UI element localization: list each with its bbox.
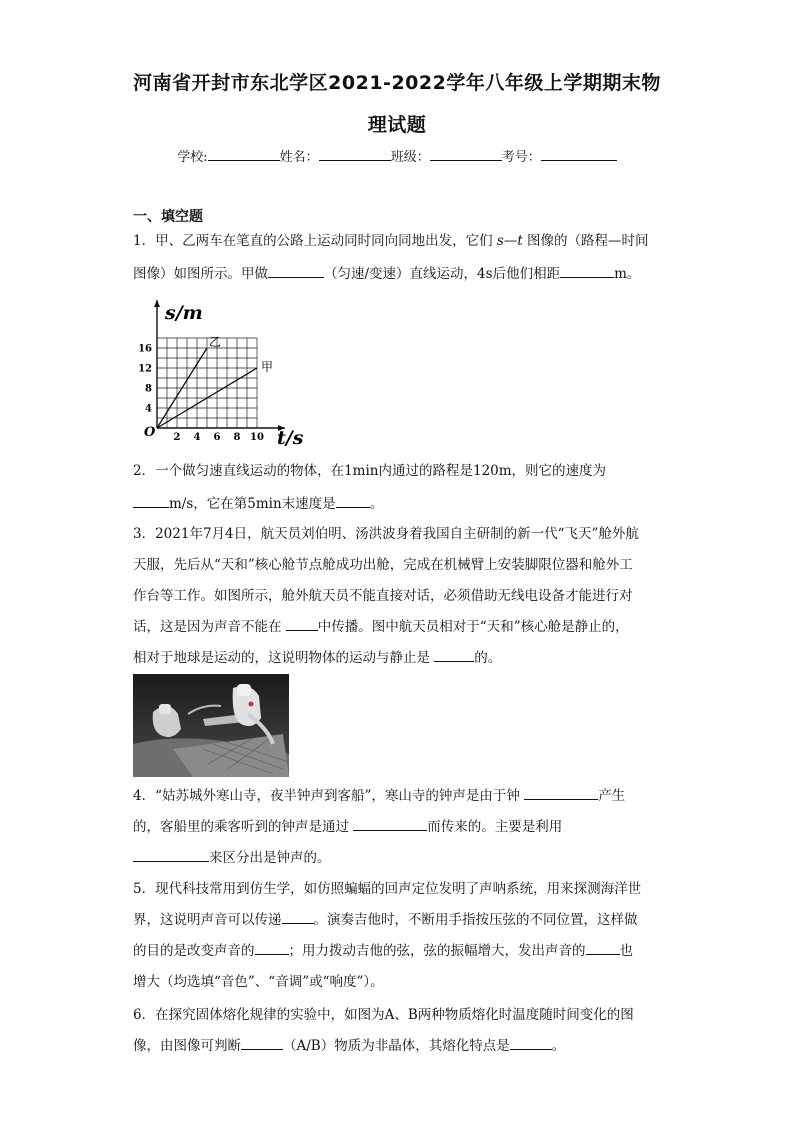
x-tick-label: 6	[213, 432, 221, 443]
x-tick-label: 8	[233, 432, 241, 443]
q1-text: 图像）如图所示。甲做	[133, 266, 268, 282]
st-graph	[130, 296, 310, 446]
q5-text: 。演奏吉他时，不断用手指按压弦的不同位置，这样做	[313, 912, 638, 928]
q5-line4: 增大（均选填“音色”、“音调”或“响度”）。	[133, 974, 384, 990]
q6-text: （A/B）物质为非晶体，其熔化特点是	[283, 1038, 510, 1054]
name-label: 姓名：	[279, 150, 319, 165]
y-tick-label: 4	[145, 403, 152, 415]
q5-text: ；用力拨动吉他的弦，弦的振幅增大，发出声音的	[288, 943, 586, 959]
q3-line4	[133, 614, 663, 641]
q3-text: 话，这是因为声音不能在	[133, 619, 286, 635]
q2-text: m/s，它在第5min末速度是	[169, 496, 336, 512]
school-label: 学校:	[177, 150, 208, 165]
q1-text: 图像的（路程—时间	[522, 233, 649, 249]
q4-text: 来区分出是钟声的。	[209, 850, 331, 866]
class-label: 班级：	[390, 150, 430, 165]
page-title-line1: 河南省开封市东北学区2021-2022学年八年级上学期期末物	[133, 72, 661, 94]
q1-text: （匀速/变速）直线运动，4s后他们相距	[324, 266, 561, 282]
section-heading: 一、填空题	[133, 209, 203, 225]
q5-blank-3[interactable]	[586, 940, 620, 955]
q2-blank-1[interactable]	[133, 493, 169, 508]
q6-text: 像，由图像可判断	[133, 1038, 241, 1054]
q4-line2	[133, 814, 663, 841]
q5-blank-1[interactable]	[282, 909, 314, 924]
q4-blank-2[interactable]	[353, 816, 427, 831]
q5-line3	[133, 938, 663, 965]
q6-text: 。	[551, 1038, 566, 1054]
page-title-line2: 理试题	[367, 114, 427, 136]
school-blank[interactable]	[208, 146, 280, 161]
series-label: 乙	[209, 335, 222, 349]
y-tick-label: 12	[138, 363, 152, 375]
q3-line2: 天服，先后从“天和”核心舱节点舱成功出舱，完成在机械臂上安装脚限位器和舱外工	[133, 557, 633, 573]
x-tick-label: 2	[173, 432, 181, 443]
q4-text: 而传来的。主要是利用	[427, 819, 563, 835]
class-blank[interactable]	[430, 146, 502, 161]
y-tick-label: 16	[138, 343, 152, 355]
x-axis-label: t/s	[277, 427, 304, 446]
y-axis-arrow	[154, 300, 160, 307]
x-tick-label: 10	[250, 432, 264, 443]
q4-line1	[133, 783, 663, 810]
q1-blank-2[interactable]	[560, 263, 614, 278]
q5-blank-2[interactable]	[255, 940, 289, 955]
astronaut-photo	[133, 674, 289, 777]
q3-line5	[133, 645, 663, 672]
q1-line2	[133, 261, 663, 288]
y-tick-label: 8	[145, 383, 152, 395]
q4-blank-3[interactable]	[133, 847, 209, 862]
q6-line1: 6．在探究固体熔化规律的实验中，如图为A、B两种物质熔化时温度随时间变化的图	[133, 1007, 634, 1023]
q5-text: 也	[619, 943, 633, 959]
q5-text: 的目的是改变声音的	[133, 943, 255, 959]
q5-text: 界，这说明声音可以传递	[133, 912, 282, 928]
q1-st-symbol: s—t	[496, 233, 523, 249]
q3-line1: 3．2021年7月4日，航天员刘伯明、汤洪波身着我国自主研制的新一代“飞天”舱外航	[133, 526, 639, 542]
q4-text: 的，客船里的乘客听到的钟声是通过	[133, 819, 354, 835]
name-blank[interactable]	[319, 146, 391, 161]
q6-blank-2[interactable]	[510, 1035, 552, 1050]
q2-text: 。	[369, 496, 384, 512]
q6-blank-1[interactable]	[241, 1035, 283, 1050]
student-info-line	[0, 146, 794, 165]
q2-line1: 2．一个做匀速直线运动的物体，在1min内通过的路程是120m，则它的速度为	[133, 463, 607, 479]
y-axis-label: s/m	[165, 302, 203, 324]
q2-line2	[133, 491, 663, 518]
q3-blank-1[interactable]	[286, 616, 318, 631]
q4-line3	[133, 845, 663, 872]
exam-no-blank[interactable]	[541, 146, 617, 161]
x-tick-label: 4	[193, 432, 201, 443]
q2-blank-2[interactable]	[336, 493, 370, 508]
q4-text: 4．“姑苏城外寒山寺，夜半钟声到客船”，寒山寺的钟声是由于钟	[133, 788, 525, 804]
q3-text: 相对于地球是运动的，这说明物体的运动与静止是	[133, 650, 435, 666]
q4-blank-1[interactable]	[524, 785, 598, 800]
q1-line1	[133, 228, 663, 255]
series-label: 甲	[261, 360, 274, 374]
q1-blank-1[interactable]	[268, 263, 324, 278]
q4-text: 产生	[598, 788, 626, 804]
exam-no-label: 考号：	[501, 150, 541, 165]
q3-text: 的。	[474, 650, 502, 666]
q6-line2	[133, 1033, 663, 1060]
q3-text: 中传播。图中航天员相对于“天和”核心舱是静止的，	[317, 619, 629, 635]
q1-text: 1．甲、乙两车在笔直的公路上运动同时同向同地出发，它们	[133, 233, 497, 249]
q1-text: m。	[614, 266, 641, 282]
q5-line2	[133, 907, 663, 934]
q5-line1: 5．现代科技常用到仿生学，如仿照蝙蝠的回声定位发明了声呐系统，用来探测海洋世	[133, 881, 642, 897]
origin-label: O	[144, 425, 156, 440]
q3-blank-2[interactable]	[434, 647, 474, 662]
q3-line3: 作台等工作。如图所示，舱外航天员不能直接对话，必须借助无线电设备才能进行对	[133, 588, 633, 604]
